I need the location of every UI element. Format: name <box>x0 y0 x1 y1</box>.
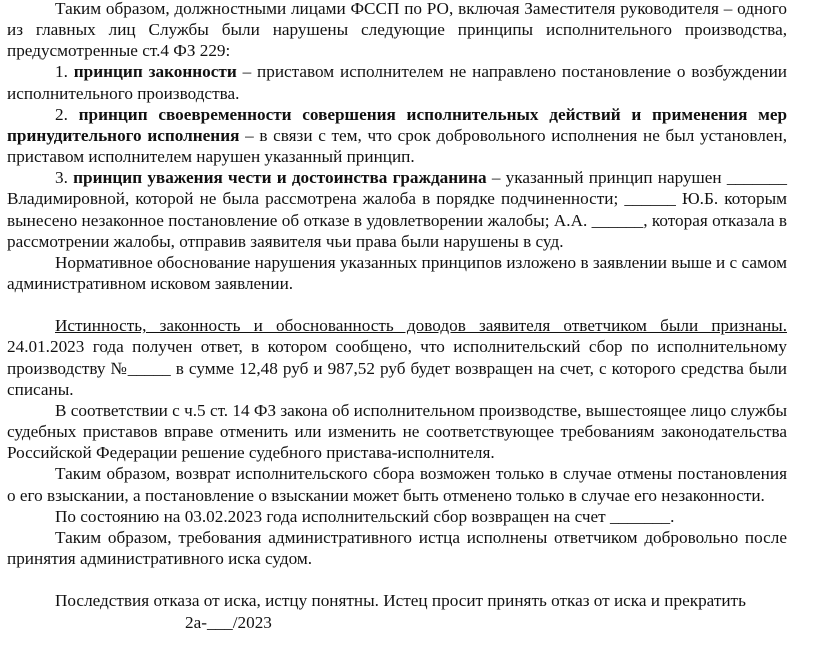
principle-title: принцип уважения чести и достоинства гражданина <box>73 168 487 188</box>
paragraph-admission <box>7 315 787 400</box>
paragraph-law-reference: В соответствии с ч.5 ст. 14 ФЗ закона об исполнительном производстве, вышестоящее лицо службы судебных приставов вправе отменить или изменить не соответствующее требованиям законодательства Российской Федерации решение судебного пристава-исполнителя. <box>7 400 787 463</box>
document-page <box>7 0 787 633</box>
paragraph-case-number-partial: 2а-___/2023 <box>185 612 272 632</box>
principle-text: – в связи с тем, что срок добровольного исполнения не был установлен, приставом исполнителем нарушен указанный принцип. <box>7 125 787 167</box>
paragraph-intro: Таким образом, должностными лицами ФССП по РО, включая Заместителя руководителя – одного из главных лиц Службы были нарушены следующие принципы исполнительного производства, предусмотренные ст.4 ФЗ 229: <box>7 0 787 61</box>
principle-title: принцип законности <box>73 62 237 82</box>
paragraph-principle-1 <box>7 61 787 103</box>
principle-text: – приставом исполнителем не направлено постановление о возбуждении исполнительного производства. <box>7 62 788 103</box>
underlined-statement: Истинность, законность и обоснованность доводов заявителя ответчиком были признаны. <box>55 316 787 336</box>
paragraph-conclusion: Таким образом, требования административного истца исполнены ответчиком добровольно после принятия административного иска судом. <box>7 527 787 569</box>
principle-title: принцип своевременности совершения исполнительных действий и применения мер принудительного исполнения <box>7 104 788 145</box>
paragraph-principle-2 <box>7 104 787 167</box>
list-number: 3. <box>55 168 74 188</box>
paragraph-normative: Нормативное обоснование нарушения указанных принципов изложено в заявлении выше и с самом административном исковом заявлении. <box>7 252 787 294</box>
admission-text: 24.01.2023 года получен ответ, в котором сообщено, что исполнительский сбор по исполнительному производству №_____ в сумме 12,48 руб и 987,52 руб будет возвращен на счет, с которого средства были списаны. <box>7 337 787 399</box>
list-number: 2. <box>55 104 79 124</box>
paragraph-status: По состоянию на 03.02.2023 года исполнительский сбор возвращен на счет _______. <box>55 506 675 526</box>
paragraph-consequences: Последствия отказа от иска, истцу понятны. Истец просит принять отказ от иска и прекратить <box>55 591 746 611</box>
paragraph-principle-3 <box>7 167 787 252</box>
paragraph-conclusion-fee: Таким образом, возврат исполнительского сбора возможен только в случае отмены постановления о его взыскании, а постановление о взыскании может быть отменено только в случае его незаконности. <box>7 464 787 505</box>
list-number: 1. <box>55 62 74 82</box>
principle-text: – указанный принцип нарушен _______ Владимировной, которой не была рассмотрена жалоба в порядке подчиненности; ______ Ю.Б. которым вынесено незаконное постановление об отказе в удовлетворении жалобы; А.А. ______, которая отказала в рассмотрении жалобы, отправив заявителя чьи права были нарушены в суд. <box>7 168 787 251</box>
blank-line <box>7 294 787 315</box>
blank-line <box>7 569 787 590</box>
